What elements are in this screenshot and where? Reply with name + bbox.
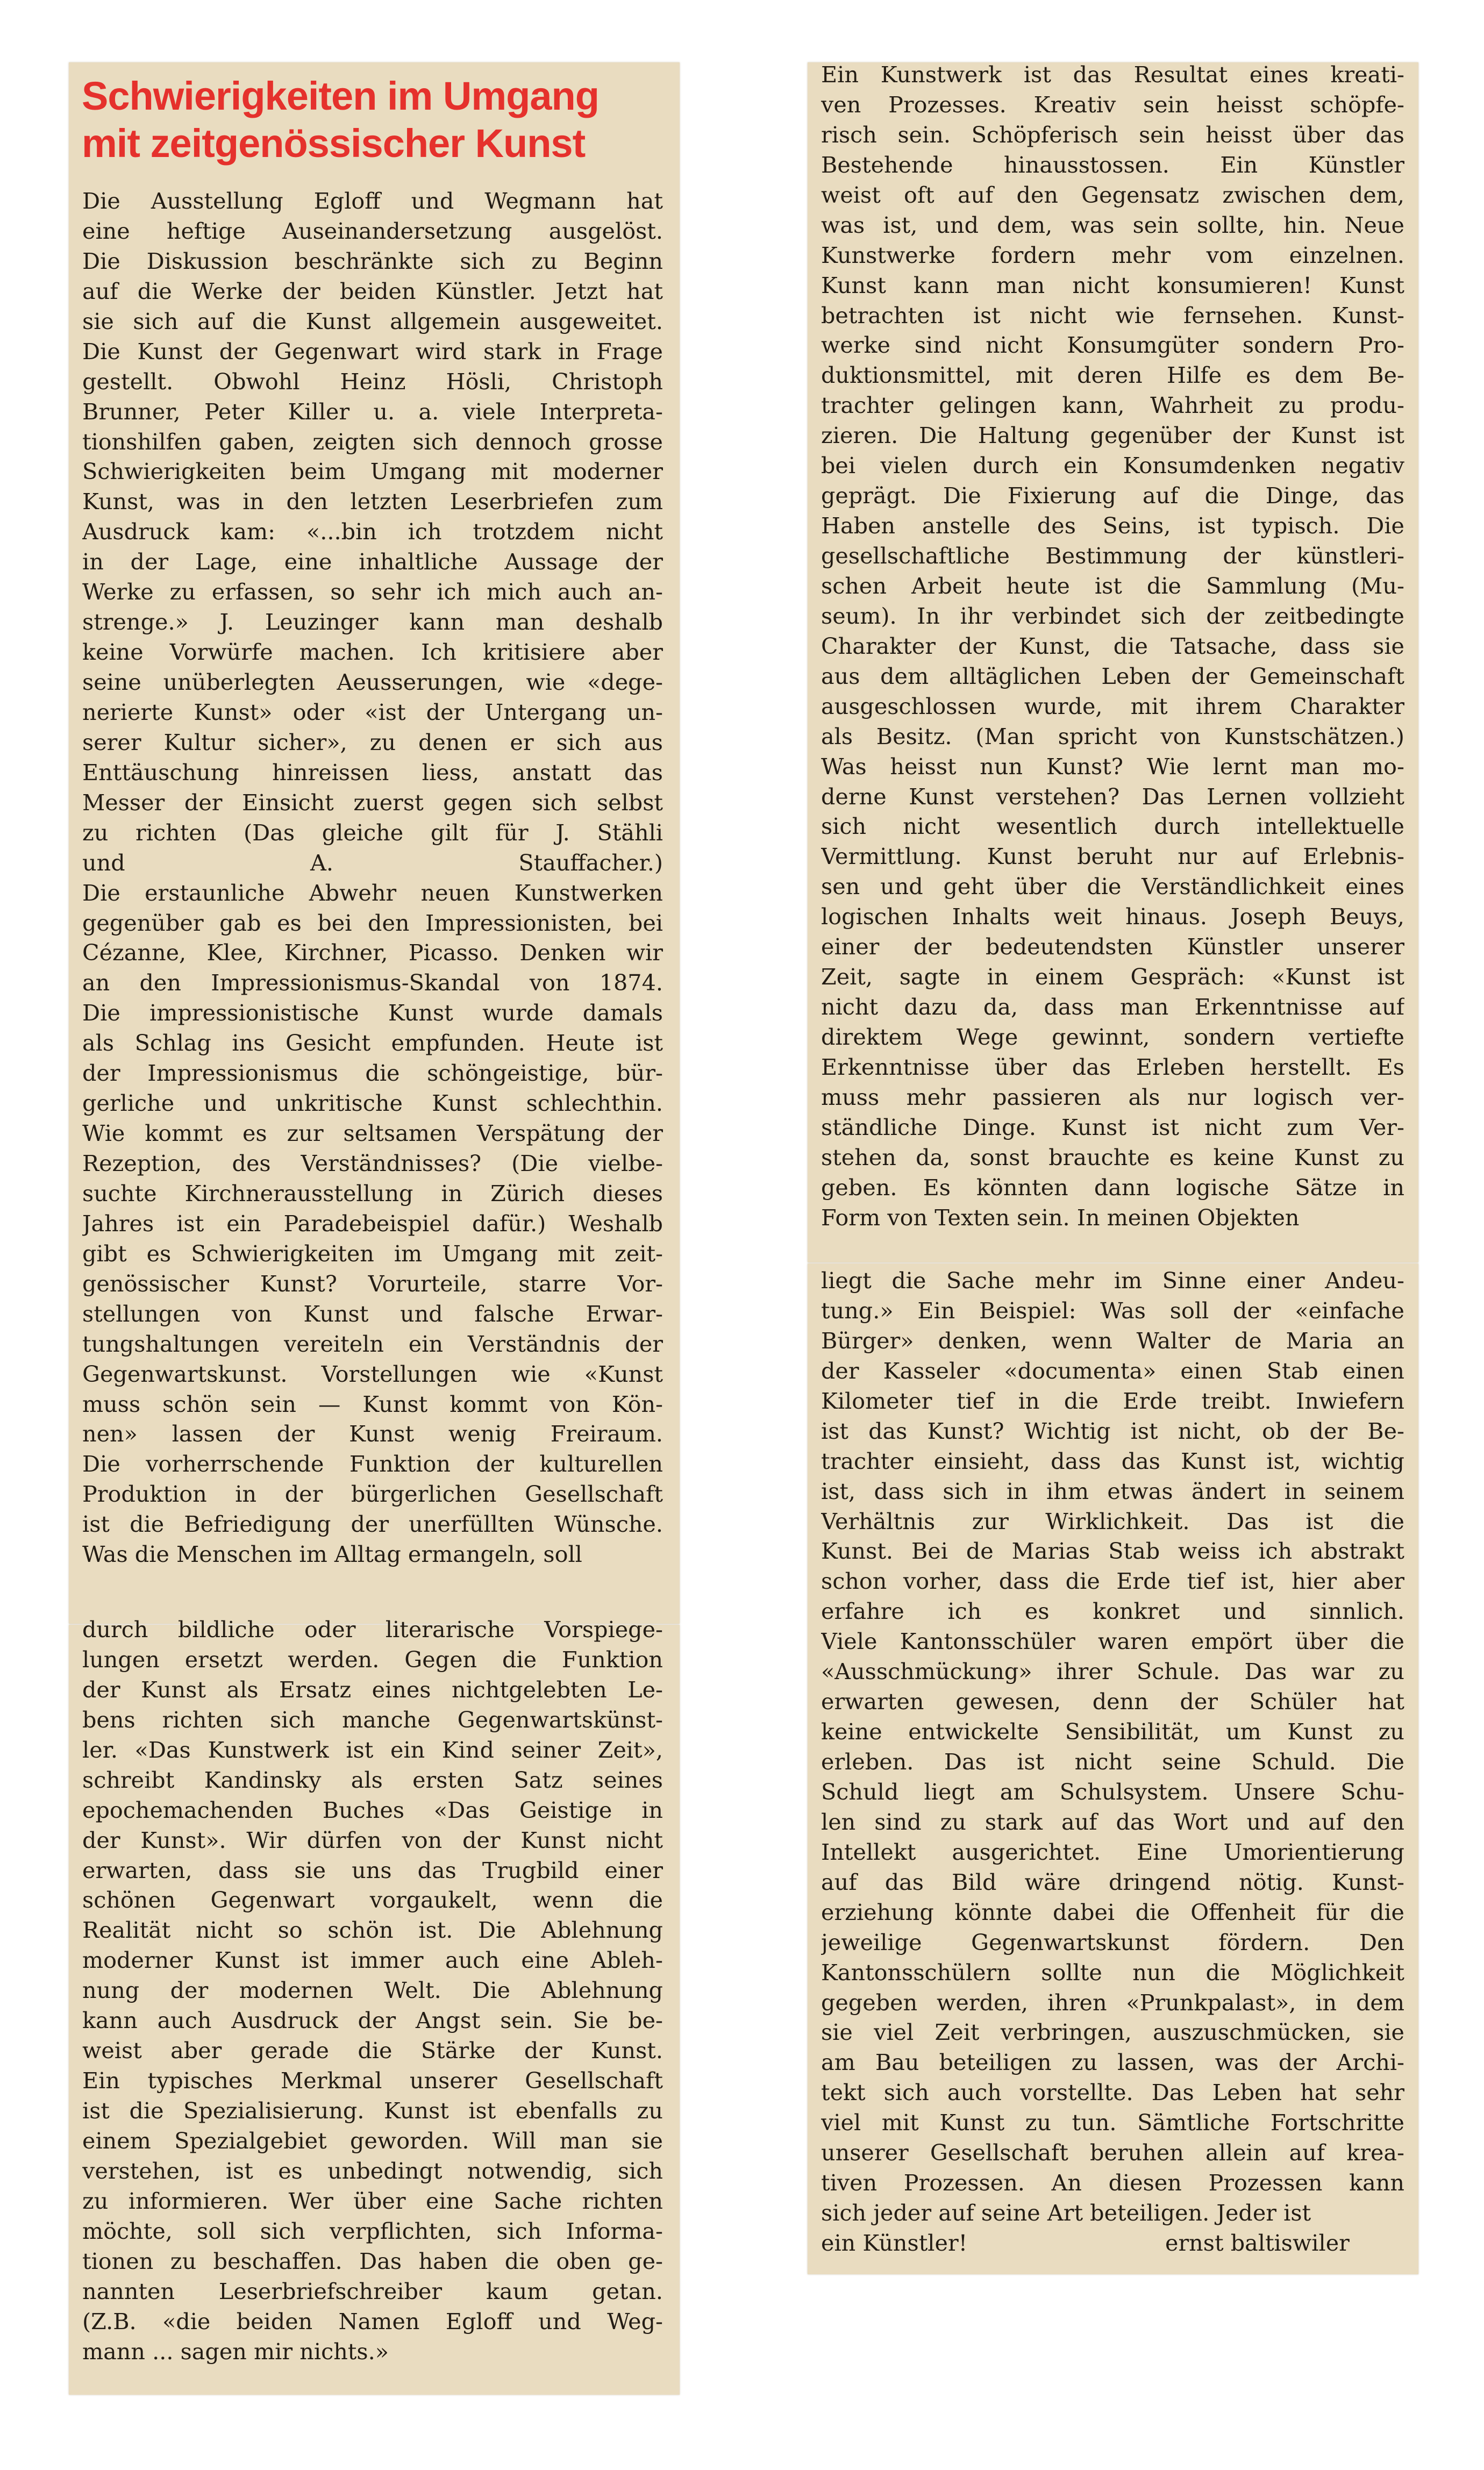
text-line: sie sich auf die Kunst allgemein ausgeweitet.: [82, 308, 663, 334]
text-line: muss mehr passieren als nur logisch ver-: [821, 1084, 1404, 1110]
text-line: Was die Menschen im Alltag ermangeln, soll: [82, 1541, 582, 1568]
text-line: Kilometer tief in die Erde treibt. Inwiefern: [821, 1388, 1404, 1414]
text-line: und A. Stauffacher.): [82, 849, 663, 876]
text-line: Die impressionistische Kunst wurde damals: [82, 1000, 663, 1026]
text-line: erziehung könnte dabei die Offenheit für die: [821, 1899, 1404, 1925]
text-line: nung der modernen Welt. Die Ablehnung: [82, 1978, 663, 2004]
text-line: Jahres ist ein Paradebeispiel dafür.) Weshalb: [82, 1210, 663, 1237]
text-line: geben. Es könnten dann logische Sätze in: [821, 1174, 1404, 1201]
column-2-upper-text: [821, 60, 1404, 1233]
text-line: viel mit Kunst zu tun. Sämtliche Fortschritte: [821, 2110, 1404, 2136]
text-line: ständliche Dinge. Kunst ist nicht zum Ver-: [821, 1114, 1404, 1140]
text-line: Was heisst nun Kunst? Wie lernt man mo-: [821, 753, 1404, 780]
text-line: Viele Kantonsschüler waren empört über die: [821, 1629, 1404, 1655]
text-line: Realität nicht so schön ist. Die Ablehnung: [82, 1917, 663, 1944]
headline-line-2: mit zeitgenössischer Kunst: [82, 121, 586, 166]
text-line: Erkenntnisse über das Erleben herstellt. Es: [821, 1054, 1404, 1080]
text-line: gesellschaftliche Bestimmung der künstleri-: [821, 543, 1404, 569]
text-line: Kunstwerke fordern mehr vom einzelnen.: [821, 242, 1404, 268]
text-line: jeweilige Gegenwartskunst fördern. Den: [821, 1929, 1404, 1955]
text-line: kann auch Ausdruck der Angst sein. Sie be-: [82, 2008, 663, 2034]
text-line: unserer Gesellschaft beruhen allein auf krea-: [821, 2140, 1404, 2166]
text-line: gibt es Schwierigkeiten im Umgang mit zeit-: [82, 1240, 663, 1267]
text-line: erwarten, dass sie uns das Trugbild einer: [82, 1857, 663, 1883]
text-line: strenge.» J. Leuzinger kann man deshalb: [82, 609, 663, 636]
text-line: ler. «Das Kunstwerk ist ein Kind seiner Zeit»,: [82, 1737, 663, 1763]
text-line: suchte Kirchnerausstellung in Zürich dieses: [82, 1180, 663, 1207]
text-line: Vermittlung. Kunst beruht nur auf Erlebnis-: [821, 844, 1404, 870]
text-line: erwarten gewesen, denn der Schüler hat: [821, 1689, 1404, 1715]
text-line: derne Kunst verstehen? Das Lernen vollzieht: [821, 783, 1404, 810]
text-line: der Kunst als Ersatz eines nichtgelebten Le-: [82, 1676, 663, 1703]
text-line: nannten Leserbriefschreiber kaum getan.: [82, 2278, 663, 2304]
text-line: Gegenwartskunst. Vorstellungen wie «Kunst: [82, 1361, 663, 1387]
text-line: Brunner, Peter Killer u. a. viele Interpreta-: [82, 398, 663, 425]
text-line: schreibt Kandinsky als ersten Satz seines: [82, 1767, 663, 1793]
text-line: nerierte Kunst» oder «ist der Untergang un-: [82, 699, 663, 725]
text-line: Die Kunst der Gegenwart wird stark in Frage: [82, 338, 663, 365]
text-line: zu richten (Das gleiche gilt für J. Stähli: [82, 819, 663, 846]
text-line: Intellekt ausgerichtet. Eine Umorientierung: [821, 1839, 1404, 1865]
text-line: am Bau beteiligen zu lassen, was der Archi-: [821, 2050, 1404, 2076]
text-line: ist die Befriedigung der unerfüllten Wünsche.: [82, 1511, 663, 1538]
text-line: mann ... sagen mir nichts.»: [82, 2338, 389, 2365]
text-line: Haben anstelle des Seins, ist typisch. Die: [821, 513, 1404, 539]
text-line: «Ausschmückung» ihrer Schule. Das war zu: [821, 1659, 1404, 1685]
text-line: Schwierigkeiten beim Umgang mit moderner: [82, 459, 663, 485]
text-line: Bestehende hinausstossen. Ein Künstler: [821, 152, 1404, 178]
text-line: als Besitz. (Man spricht von Kunstschätzen.): [821, 723, 1404, 749]
text-line: gegeben werden, ihren «Prunkpalast», in dem: [821, 1989, 1404, 2016]
text-line: keine Vorwürfe machen. Ich kritisiere aber: [82, 639, 663, 666]
headline: [82, 73, 673, 167]
text-line: einer der bedeutendsten Künstler unserer: [821, 934, 1404, 960]
text-line: sich jeder auf seine Art beteiligen. Jeder ist: [821, 2200, 1311, 2226]
text-line: trachter einsieht, dass das Kunst ist, wichtig: [821, 1448, 1404, 1474]
text-line: Ein typisches Merkmal unserer Gesellschaft: [82, 2068, 663, 2094]
column-1-upper-text: [82, 187, 663, 1570]
text-line: tungshaltungen vereiteln ein Verständnis der: [82, 1331, 663, 1357]
text-line: sich nicht wesentlich durch intellektuelle: [821, 813, 1404, 840]
text-line: gegenüber gab es bei den Impressionisten, bei: [82, 910, 663, 936]
text-line: Werke zu erfassen, so sehr ich mich auch an-: [82, 579, 663, 605]
text-line: weist oft auf den Gegensatz zwischen dem,: [821, 182, 1404, 208]
text-line: keine entwickelte Sensibilität, um Kunst zu: [821, 1719, 1404, 1745]
text-line: an den Impressionismus-Skandal von 1874.: [82, 970, 663, 996]
text-line: durch bildliche oder literarische Vorspiege-: [82, 1617, 663, 1643]
text-line: Produktion in der bürgerlichen Gesellschaft: [82, 1481, 663, 1508]
text-line: liegt die Sache mehr im Sinne einer Andeu-: [821, 1268, 1404, 1294]
text-line: tiven Prozessen. An diesen Prozessen kann: [821, 2170, 1404, 2196]
author-signature: ernst baltiswiler: [1165, 2230, 1350, 2256]
text-line: Kunst kann man nicht konsumieren! Kunst: [821, 272, 1404, 298]
text-line: serer Kultur sicher», zu denen er sich aus: [82, 729, 663, 755]
text-line: der Kunst». Wir dürfen von der Kunst nicht: [82, 1827, 663, 1853]
text-line: len sind zu stark auf das Wort und auf den: [821, 1809, 1404, 1835]
column-1-lower-text: [82, 1615, 663, 2367]
text-line: Die vorherrschende Funktion der kulturellen: [82, 1451, 663, 1477]
text-line: bens richten sich manche Gegenwartskünst-: [82, 1707, 663, 1733]
text-line: Kunst, was in den letzten Leserbriefen zum: [82, 489, 663, 515]
text-line: Ausdruck kam: «...bin ich trotzdem nicht: [82, 519, 663, 545]
text-line: werke sind nicht Konsumgüter sondern Pro-: [821, 332, 1404, 359]
text-line: ist die Spezialisierung. Kunst ist ebenfalls zu: [82, 2098, 663, 2124]
text-line: tekt sich auch vorstellte. Das Leben hat sehr: [821, 2080, 1404, 2106]
text-line: seine unüberlegten Aeusserungen, wie «dege-: [82, 669, 663, 695]
text-line: (Z.B. «die beiden Namen Egloff und Weg-: [82, 2308, 663, 2335]
text-line: als Schlag ins Gesicht empfunden. Heute ist: [82, 1030, 663, 1056]
text-line: risch sein. Schöpferisch sein heisst über das: [821, 122, 1404, 148]
text-line: der Impressionismus die schöngeistige, bür-: [82, 1060, 663, 1087]
text-line: tung.» Ein Beispiel: Was soll der «einfache: [821, 1297, 1404, 1324]
text-line: Die erstaunliche Abwehr neuen Kunstwerken: [82, 880, 663, 906]
text-line: gerliche und unkritische Kunst schlechthin.: [82, 1090, 663, 1117]
text-line: Die Diskussion beschränkte sich zu Beginn: [82, 248, 663, 274]
text-line: Kunst. Bei de Marias Stab weiss ich abstrakt: [821, 1538, 1404, 1565]
text-line: Cézanne, Klee, Kirchner, Picasso. Denken wir: [82, 940, 663, 966]
text-line: direktem Wege gewinnt, sondern vertiefte: [821, 1024, 1404, 1050]
text-line: erleben. Das ist nicht seine Schuld. Die: [821, 1749, 1404, 1775]
text-line: erfahre ich es konkret und sinnlich.: [821, 1598, 1404, 1625]
text-line: schon vorher, dass die Erde tief ist, hier aber: [821, 1568, 1404, 1595]
text-line: Form von Texten sein. In meinen Objekten: [821, 1204, 1300, 1231]
text-line: in der Lage, eine inhaltliche Aussage der: [82, 549, 663, 575]
closing-line: ein Künstler!: [821, 2230, 968, 2256]
text-line: gestellt. Obwohl Heinz Hösli, Christoph: [82, 368, 663, 395]
text-line: genössischer Kunst? Vorurteile, starre Vor-: [82, 1270, 663, 1297]
text-line: sie viel Zeit verbringen, auszuschmücken, sie: [821, 2019, 1404, 2046]
text-line: logischen Inhalts weit hinaus. Joseph Beuys,: [821, 904, 1404, 930]
text-line: Verhältnis zur Wirklichkeit. Das ist die: [821, 1508, 1404, 1534]
text-line: schen Arbeit heute ist die Sammlung (Mu-: [821, 573, 1404, 599]
text-line: trachter gelingen kann, Wahrheit zu produ-: [821, 392, 1404, 419]
text-line: was ist, und dem, was sein sollte, hin. Neue: [821, 212, 1404, 238]
text-line: Schuld liegt am Schulsystem. Unsere Schu-: [821, 1779, 1404, 1805]
headline-line-1: Schwierigkeiten im Umgang: [82, 74, 599, 118]
text-line: nicht dazu da, dass man Erkenntnisse auf: [821, 994, 1404, 1020]
text-line: ist das Kunst? Wichtig ist nicht, ob der Be-: [821, 1418, 1404, 1444]
text-line: stehen da, sonst brauchte es keine Kunst zu: [821, 1144, 1404, 1170]
text-line: Die Ausstellung Egloff und Wegmann hat: [82, 188, 663, 214]
text-line: verstehen, ist es unbedingt notwendig, sich: [82, 2158, 663, 2184]
text-line: epochemachenden Buches «Das Geistige in: [82, 1797, 663, 1823]
text-line: lungen ersetzt werden. Gegen die Funktion: [82, 1646, 663, 1673]
text-line: bei vielen durch ein Konsumdenken negativ: [821, 453, 1404, 479]
text-line: betrachten ist nicht wie fernsehen. Kunst-: [821, 302, 1404, 329]
text-line: eine heftige Auseinandersetzung ausgelöst.: [82, 218, 663, 244]
text-line: Enttäuschung hinreissen liess, anstatt das: [82, 759, 663, 786]
column-2-lower-text: [821, 1266, 1404, 2229]
text-line: Wie kommt es zur seltsamen Verspätung der: [82, 1120, 663, 1147]
text-line: zieren. Die Haltung gegenüber der Kunst ist: [821, 423, 1404, 449]
text-line: weist aber gerade die Stärke der Kunst.: [82, 2038, 663, 2064]
text-line: geprägt. Die Fixierung auf die Dinge, das: [821, 483, 1404, 509]
text-line: auf die Werke der beiden Künstler. Jetzt hat: [82, 278, 663, 304]
text-line: stellungen von Kunst und falsche Erwar-: [82, 1301, 663, 1327]
text-line: Rezeption, des Verständnisses? (Die vielbe-: [82, 1151, 663, 1176]
text-line: aus dem alltäglichen Leben der Gemeinschaft: [821, 663, 1404, 689]
text-line: auf das Bild wäre dringend nötig. Kunst-: [821, 1869, 1404, 1895]
text-line: moderner Kunst ist immer auch eine Ableh-: [82, 1947, 663, 1974]
text-line: Zeit, sagte in einem Gespräch: «Kunst ist: [821, 964, 1404, 990]
text-line: möchte, soll sich verpflichten, sich Informa-: [82, 2218, 663, 2244]
text-line: tionen zu beschaffen. Das haben die oben ge-: [82, 2248, 663, 2274]
text-line: Bürger» denken, wenn Walter de Maria an: [821, 1327, 1404, 1354]
text-line: seum). In ihr verbindet sich der zeitbedingte: [821, 603, 1404, 629]
text-line: Ein Kunstwerk ist das Resultat eines kreati-: [821, 62, 1404, 88]
text-line: Kantonsschülern sollte nun die Möglichkeit: [821, 1959, 1404, 1986]
text-line: einem Spezialgebiet geworden. Will man sie: [82, 2128, 663, 2154]
text-line: duktionsmittel, mit deren Hilfe es dem Be-: [821, 362, 1404, 389]
text-line: Messer der Einsicht zuerst gegen sich selbst: [82, 789, 663, 816]
text-line: der Kasseler «documenta» einen Stab einen: [821, 1358, 1404, 1384]
text-line: sen und geht über die Verständlichkeit eines: [821, 874, 1404, 900]
text-line: Charakter der Kunst, die Tatsache, dass sie: [821, 633, 1404, 659]
text-line: ist, dass sich in ihm etwas ändert in seinem: [821, 1478, 1404, 1504]
text-line: ausgeschlossen wurde, mit ihrem Charakter: [821, 693, 1404, 719]
text-line: muss schön sein — Kunst kommt von Kön-: [82, 1391, 663, 1417]
text-line: tionshilfen gaben, zeigten sich dennoch grosse: [82, 429, 663, 455]
text-line: zu informieren. Wer über eine Sache richten: [82, 2188, 663, 2214]
text-line: ven Prozesses. Kreativ sein heisst schöpfe-: [821, 91, 1404, 118]
text-line: schönen Gegenwart vorgaukelt, wenn die: [82, 1887, 663, 1914]
text-line: nen» lassen der Kunst wenig Freiraum.: [82, 1421, 663, 1447]
